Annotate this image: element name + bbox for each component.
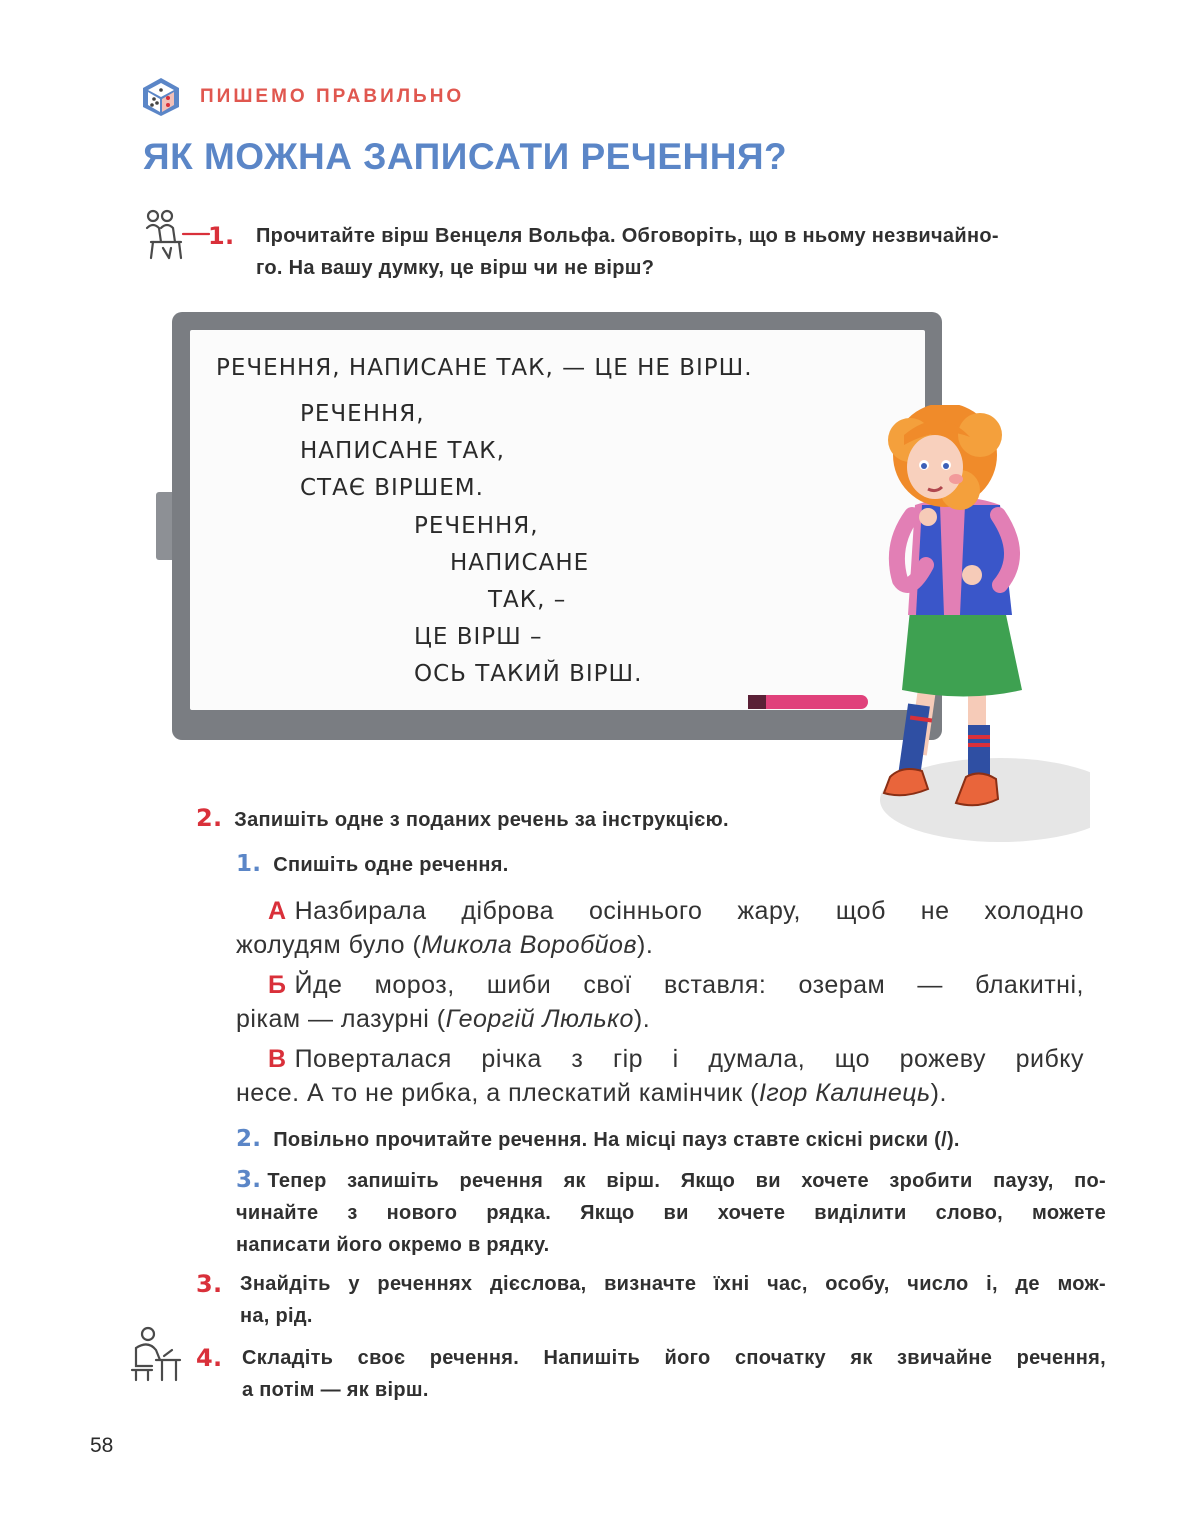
board-stanza-3	[414, 508, 642, 693]
task-number: 4.	[196, 1344, 223, 1372]
step-text: Повільно прочитайте речення. На місці пауз ставте скісні риски (/).	[273, 1129, 960, 1151]
board-line: НАПИСАНЕ	[450, 550, 590, 576]
sentence-letter: В	[268, 1045, 287, 1073]
task-number: 1.	[208, 222, 235, 250]
marker-cap	[748, 695, 766, 709]
board-line: ОСЬ ТАКИЙ ВІРШ.	[414, 661, 643, 687]
step-text: написати його окремо в рядку.	[236, 1234, 550, 1256]
step-number: 2.	[236, 1126, 262, 1152]
section-label: ПИШЕМО ПРАВИЛЬНО	[200, 86, 465, 107]
sentence-letter: Б	[268, 971, 287, 999]
dice-cube-icon	[140, 76, 182, 118]
task-4	[196, 1342, 1106, 1406]
task-text: го. На вашу думку, це вірш чи не вірш?	[256, 257, 655, 279]
sentence-b	[236, 968, 1084, 1036]
task-2-step-3	[236, 1164, 1106, 1261]
board-line: ЦЕ ВІРШ –	[414, 624, 543, 650]
task-1	[208, 220, 1108, 284]
board-line: НАПИСАНЕ ТАК,	[300, 438, 505, 464]
board-line: РЕЧЕННЯ,	[300, 401, 425, 427]
sentence-v	[236, 1042, 1084, 1110]
author-name: Микола Воробйов	[421, 931, 638, 959]
sentence-text: Назбирала діброва осіннього жару, щоб не холодно	[294, 897, 1084, 925]
step-text: Тепер запишіть речення як вірш. Якщо ви хочете зробити паузу, по-	[267, 1170, 1106, 1192]
task-2-step-2	[236, 1123, 960, 1156]
sentence-text: ).	[633, 1005, 651, 1033]
task-text: а потім — як вірш.	[242, 1379, 429, 1401]
step-text: Спишіть одне речення.	[273, 854, 509, 876]
sentence-text: Йде мороз, шиби свої вставля: озерам — блакитні,	[294, 971, 1084, 999]
author-name: Георгій Люлько	[445, 1005, 634, 1033]
step-number: 3.	[236, 1167, 262, 1193]
sentence-text: ).	[930, 1079, 947, 1107]
sentence-text: Поверталася річка з гір і думала, що рожеву рибку	[294, 1045, 1084, 1073]
desk-writing-icon	[128, 1326, 184, 1382]
page-number: 58	[90, 1434, 114, 1457]
board-stanza-2	[300, 396, 505, 507]
task-2	[196, 802, 729, 836]
pair-work-icon	[143, 208, 213, 264]
step-text: чинайте з нового рядка. Якщо ви хочете виділити слово, можете	[236, 1202, 1106, 1224]
task-number: 3.	[196, 1270, 223, 1298]
task-text: Знайдіть у реченнях дієслова, визначте їхні час, особу, число і, де мож-	[240, 1273, 1106, 1295]
page-title: ЯК МОЖНА ЗАПИСАТИ РЕЧЕННЯ?	[143, 136, 788, 177]
task-text: на, рід.	[240, 1305, 313, 1327]
task-3	[196, 1268, 1106, 1332]
sentence-a	[236, 894, 1084, 962]
sentence-text: несе. А то не рибка, а плескатий камінчик (	[236, 1079, 759, 1107]
task-text: Складіть своє речення. Напишіть його спочатку як звичайне речення,	[242, 1347, 1106, 1369]
board-line: СТАЄ ВІРШЕМ.	[300, 475, 484, 501]
task-2-step-1	[236, 848, 509, 881]
sentence-text: рікам — лазурні (	[236, 1005, 446, 1033]
board-line: ТАК, –	[488, 587, 567, 613]
board-line: РЕЧЕННЯ, НАПИСАНЕ ТАК, — ЦЕ НЕ ВІРШ.	[216, 355, 753, 381]
task-text: Прочитайте вірш Венцеля Вольфа. Обговоріть, що в ньому незвичайно-	[256, 225, 999, 247]
sentence-text: ).	[637, 931, 654, 959]
girl-illustration	[840, 405, 1090, 845]
step-number: 1.	[236, 851, 262, 877]
board-line: РЕЧЕННЯ,	[414, 513, 539, 539]
author-name: Ігор Калинець	[758, 1079, 931, 1107]
task-text: Запишіть одне з поданих речень за інструкцією.	[234, 809, 729, 831]
task-number: 2.	[196, 804, 223, 832]
sentence-letter: А	[268, 897, 287, 925]
sentence-text: жолудям було (	[236, 931, 422, 959]
